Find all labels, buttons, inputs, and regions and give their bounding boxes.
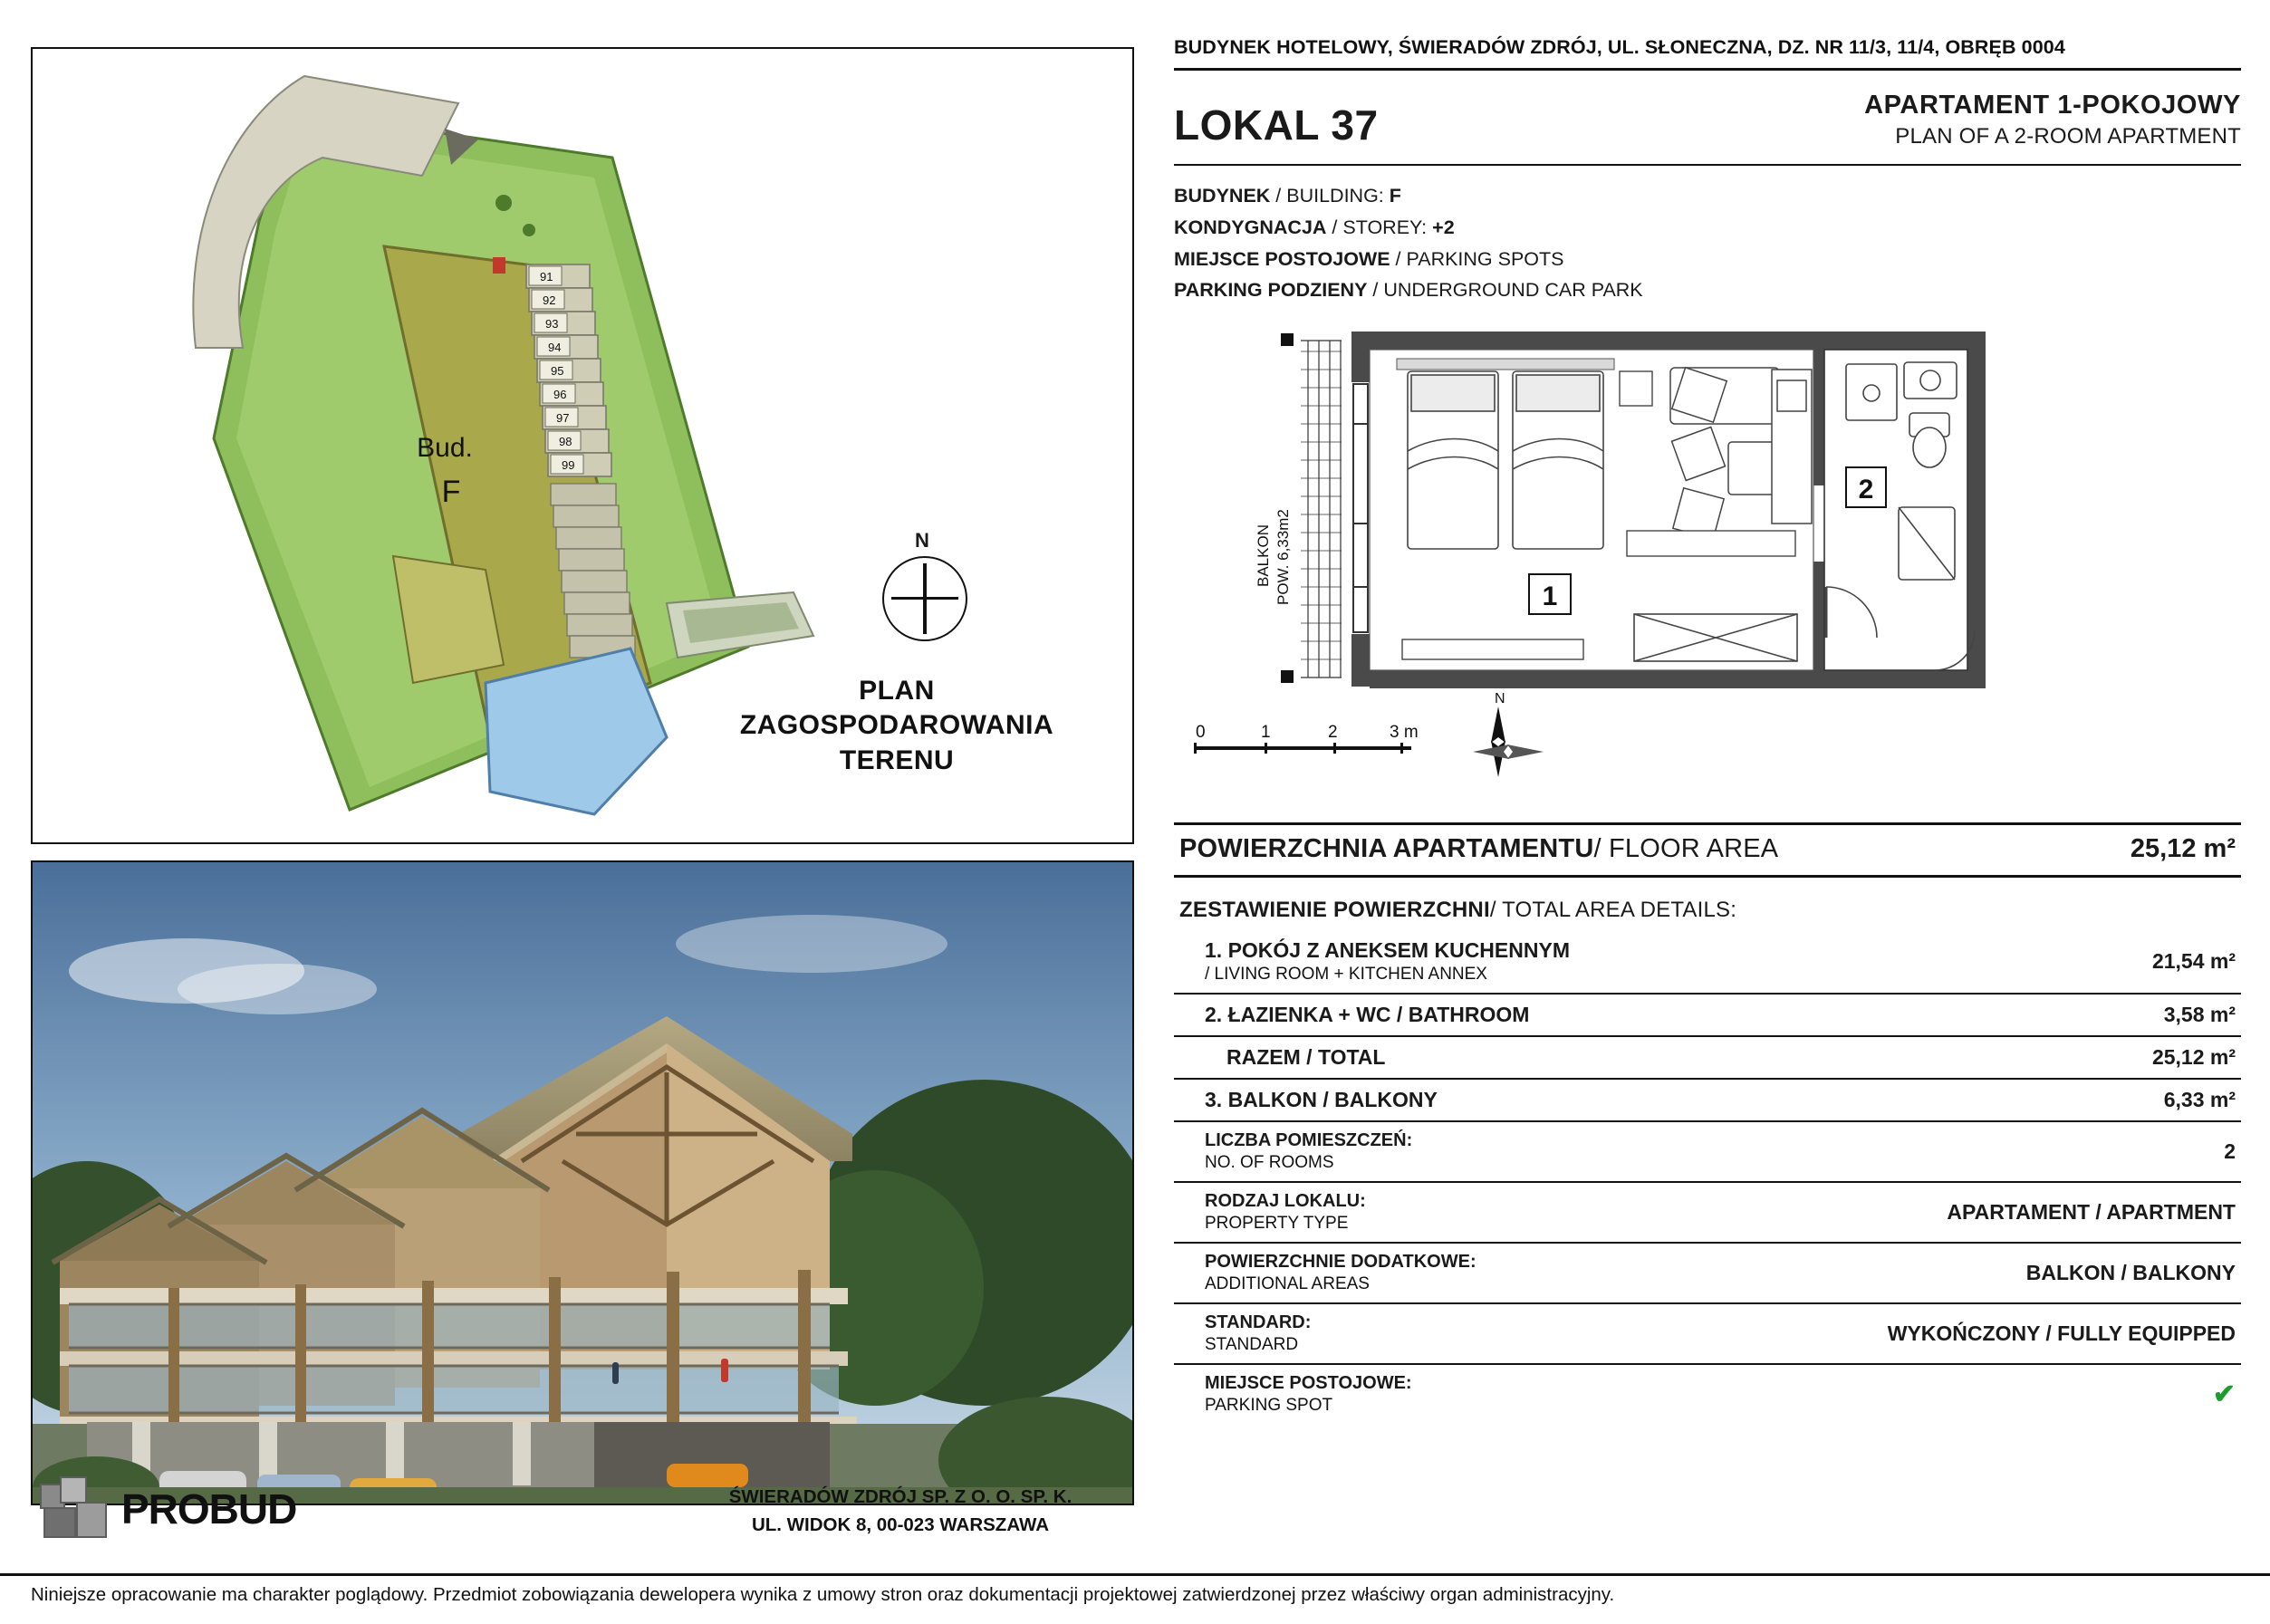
area-row-3-main: 3. BALKON / BALKONY [1205, 1088, 1438, 1112]
footer-left [31, 1464, 1134, 1563]
area-row-0-value: 21,54 m² [2151, 949, 2236, 974]
spec-row-3-sub: STANDARD [1205, 1335, 1299, 1355]
svg-text:Bud.: Bud. [417, 433, 473, 463]
meta-value-building: F [1389, 185, 1401, 207]
area-row-2-main: RAZEM / TOTAL [1226, 1045, 1386, 1070]
spec-row-1-value: APARTAMENT / APARTMENT [1947, 1200, 2236, 1225]
svg-text:96: 96 [553, 388, 567, 401]
svg-text:92: 92 [543, 293, 556, 307]
svg-text:95: 95 [551, 364, 564, 378]
meta-item-building [1174, 180, 2241, 212]
spec-row-4-sub: PARKING SPOT [1205, 1396, 1333, 1416]
svg-text:BALKON: BALKON [1255, 524, 1272, 588]
table-row [1174, 1036, 2241, 1079]
table-row [1174, 1243, 2241, 1303]
svg-text:99: 99 [562, 458, 575, 472]
area-row-1-value: 3,58 m² [2163, 1003, 2236, 1027]
table-row [1174, 1182, 2241, 1243]
spec-row-0-main: LICZBA POMIESZCZEŃ: [1205, 1130, 1413, 1151]
compass-north-label: N [915, 529, 929, 552]
spec-row-1-main: RODZAJ LOKALU: [1205, 1191, 1366, 1212]
spec-row-0-value: 2 [2224, 1139, 2236, 1164]
meta-item-storey [1174, 212, 2241, 244]
svg-text:2: 2 [1328, 723, 1338, 743]
area-row-3-value: 6,33 m² [2163, 1088, 2236, 1112]
area-details-heading-pl: ZESTAWIENIE POWIERZCHNI [1179, 898, 1490, 923]
meta-value-storey: +2 [1432, 216, 1455, 238]
site-plan-caption-line1: PLAN [859, 676, 935, 706]
site-plan-caption [697, 674, 1096, 778]
meta-label-storey: KONDYGNACJA [1174, 216, 1327, 238]
company-line-2: UL. WIDOK 8, 00-023 WARSZAWA [751, 1513, 1050, 1535]
svg-text:94: 94 [548, 341, 562, 354]
right-column [1174, 36, 2241, 1424]
building-rendering [31, 860, 1134, 1505]
svg-text:0: 0 [1196, 723, 1206, 743]
meta-sep-parking-spots: / PARKING SPOTS [1390, 247, 1564, 270]
site-plan-caption-line2: ZAGOSPODAROWANIA [739, 710, 1054, 741]
spec-row-2-main: POWIERZCHNIE DODATKOWE: [1205, 1252, 1476, 1273]
svg-text:1: 1 [1542, 581, 1558, 612]
area-row-1-main: 2. ŁAZIENKA + WC / BATHROOM [1205, 1003, 1530, 1027]
floor-area-band [1174, 825, 2241, 875]
parking-spot-check-icon: ✔ [2212, 1379, 2236, 1410]
area-details-heading [1179, 898, 2241, 923]
disclaimer-divider [0, 1573, 2270, 1576]
meta-label-parking-spots: MIEJSCE POSTOJOWE [1174, 247, 1390, 270]
apartment-type [1864, 91, 2241, 149]
spec-row-4-main: MIEJSCE POSTOJOWE: [1205, 1373, 1412, 1394]
floor-area-bottom-divider [1174, 875, 2241, 878]
area-details-heading-en: / TOTAL AREA DETAILS: [1489, 898, 1737, 923]
meta-sep-building: / BUILDING: [1270, 185, 1390, 207]
meta-sep-storey: / STOREY: [1326, 216, 1433, 238]
floor-area-value: 25,12 m² [2130, 834, 2236, 864]
table-row [1174, 1121, 2241, 1182]
rendering-drawing [33, 862, 1132, 1504]
left-column [31, 47, 1134, 1551]
svg-text:3 m: 3 m [1390, 723, 1419, 743]
svg-text:93: 93 [545, 317, 559, 331]
svg-text:N: N [1495, 691, 1505, 707]
spec-row-3-main: STANDARD: [1205, 1312, 1312, 1333]
header-divider [1174, 68, 2241, 71]
svg-text:2: 2 [1858, 475, 1874, 505]
disclaimer-text: Niniejsze opracowanie ma charakter poglądowy. Przedmiot zobowiązania dewelopera wynika z umowy stron oraz dokumentacji projektowej zatwierdzonej przez właściwy organ administracyjny. [31, 1584, 1615, 1605]
table-row [1174, 994, 2241, 1036]
site-plan-caption-line3: TERENU [839, 745, 955, 775]
table-row [1174, 1079, 2241, 1121]
area-row-0-main: 1. POKÓJ Z ANEKSEM KUCHENNYM [1205, 938, 1570, 963]
meta-label-building: BUDYNEK [1174, 185, 1271, 207]
unit-meta-list [1174, 180, 2241, 306]
spec-row-1-sub: PROPERTY TYPE [1205, 1214, 1349, 1234]
probud-logo-text: PROBUD [121, 1485, 297, 1533]
spec-row-0-sub: NO. OF ROOMS [1205, 1153, 1334, 1173]
floor-area-label-pl: POWIERZCHNIA APARTAMENTU [1179, 834, 1594, 864]
probud-logo-icon [40, 1476, 111, 1542]
meta-item-underground-car-park [1174, 274, 2241, 306]
apartment-type-en: PLAN OF A 2-ROOM APARTMENT [1895, 124, 2241, 149]
probud-logo [40, 1476, 296, 1542]
area-row-0-sub: / LIVING ROOM + KITCHEN ANNEX [1205, 965, 1487, 985]
spec-row-2-value: BALKON / BALKONY [2025, 1261, 2236, 1285]
company-line-1: ŚWIERADÓW ZDRÓJ SP. Z O. O. SP. K. [728, 1486, 1072, 1507]
table-row [1174, 1364, 2241, 1424]
table-row [1174, 930, 2241, 994]
svg-text:97: 97 [556, 411, 570, 425]
svg-text:POW. 6,33m2: POW. 6,33m2 [1274, 509, 1292, 606]
meta-item-parking-spots [1174, 244, 2241, 275]
svg-text:F: F [441, 475, 461, 509]
site-plan-compass-icon [882, 529, 967, 641]
meta-sep-underground: / UNDERGROUND CAR PARK [1367, 279, 1643, 302]
project-address: BUDYNEK HOTELOWY, ŚWIERADÓW ZDRÓJ, UL. SŁONECZNA, DZ. NR 11/3, 11/4, OBRĘB 0004 [1174, 36, 2065, 58]
floor-plan-drawing [1174, 315, 2241, 822]
floor-area-label-en: / FLOOR AREA [1593, 834, 1779, 864]
apartment-floor-plan [1174, 315, 2241, 822]
unit-title-row [1174, 91, 2241, 149]
area-details-table [1174, 930, 2241, 1424]
company-address [665, 1484, 1136, 1540]
svg-text:91: 91 [540, 270, 553, 283]
spec-row-2-sub: ADDITIONAL AREAS [1205, 1274, 1370, 1294]
area-row-2-value: 25,12 m² [2151, 1045, 2236, 1070]
table-row [1174, 1303, 2241, 1364]
meta-label-underground: PARKING PODZIENY [1174, 279, 1368, 302]
page-title: LOKAL 37 [1174, 101, 1379, 149]
svg-text:1: 1 [1261, 723, 1271, 743]
spec-row-3-value: WYKOŃCZONY / FULLY EQUIPPED [1887, 1321, 2236, 1346]
svg-text:98: 98 [559, 435, 572, 448]
title-divider [1174, 164, 2241, 166]
site-plan-panel [31, 47, 1134, 844]
floor-area-label [1179, 834, 1778, 864]
apartment-type-pl: APARTAMENT 1-POKOJOWY [1864, 91, 2241, 120]
